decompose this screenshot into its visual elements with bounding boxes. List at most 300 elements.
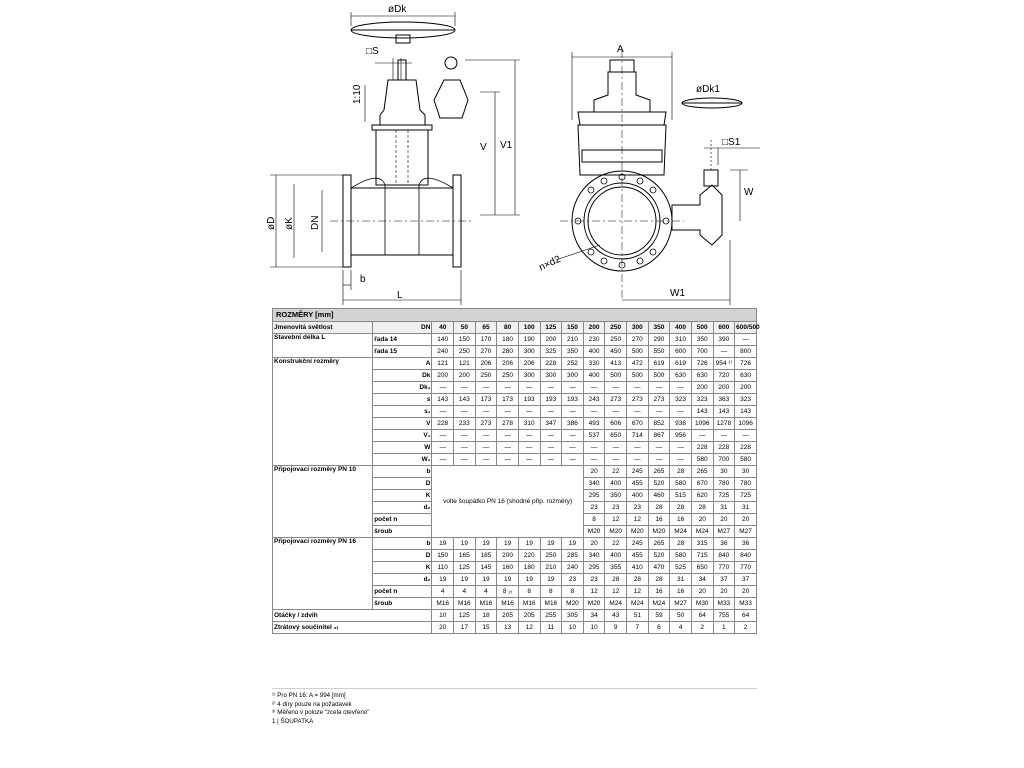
pn10-note: volte šoupátko PN 16 (shodné přip. rozměry) bbox=[432, 466, 583, 538]
construction-value: 200 bbox=[691, 382, 713, 394]
length-value: 450 bbox=[605, 346, 627, 358]
pn16-value: 145 bbox=[475, 562, 497, 574]
length-value: 170 bbox=[475, 334, 497, 346]
turns-value: 205 bbox=[518, 610, 540, 622]
construction-value: 206 bbox=[518, 358, 540, 370]
pn16-value: 36 bbox=[735, 538, 757, 550]
length-value: 250 bbox=[605, 334, 627, 346]
pn16-value: 355 bbox=[605, 562, 627, 574]
header-size: 100 bbox=[518, 322, 540, 334]
pn16-value: 19 bbox=[475, 574, 497, 586]
loss-value: 9 bbox=[605, 622, 627, 634]
construction-value: — bbox=[518, 430, 540, 442]
construction-value: 250 bbox=[475, 370, 497, 382]
length-row bbox=[273, 334, 757, 346]
construction-value: 323 bbox=[670, 394, 692, 406]
length-value: 190 bbox=[518, 334, 540, 346]
label-l: L bbox=[397, 290, 403, 301]
pn16-value: 16 bbox=[648, 586, 670, 598]
label-s1: □S1 bbox=[722, 137, 741, 148]
pn16-value: 315 bbox=[691, 538, 713, 550]
turns-label: Otáčky / zdvih bbox=[273, 610, 432, 622]
pn16-value: 650 bbox=[691, 562, 713, 574]
header-size: 200 bbox=[583, 322, 605, 334]
construction-value: 278 bbox=[497, 418, 519, 430]
construction-value: 714 bbox=[627, 430, 649, 442]
pn10-value: 31 bbox=[735, 502, 757, 514]
length-sublabel: řada 15 bbox=[373, 346, 432, 358]
construction-value: 500 bbox=[605, 370, 627, 382]
pn16-value: 19 bbox=[454, 538, 476, 550]
pn16-value: 285 bbox=[562, 550, 584, 562]
pn16-symbol: D bbox=[373, 550, 432, 562]
pn16-value: 19 bbox=[454, 574, 476, 586]
pn16-value: 23 bbox=[562, 574, 584, 586]
key-cap-drawing bbox=[434, 57, 468, 118]
construction-value: — bbox=[518, 442, 540, 454]
pn16-value: M16 bbox=[518, 598, 540, 610]
construction-value: — bbox=[497, 382, 519, 394]
pn16-value: 20 bbox=[691, 586, 713, 598]
construction-row bbox=[273, 358, 757, 370]
construction-value: 500 bbox=[627, 370, 649, 382]
construction-section-label: Konstrukční rozměry bbox=[273, 358, 373, 466]
construction-value: 273 bbox=[648, 394, 670, 406]
pn10-value: 28 bbox=[670, 502, 692, 514]
construction-value: 936 bbox=[670, 418, 692, 430]
construction-value: 200 bbox=[735, 382, 757, 394]
height-dimensions bbox=[465, 60, 520, 215]
construction-value: — bbox=[540, 430, 562, 442]
construction-value: 954 ¹⁾ bbox=[713, 358, 735, 370]
pn10-value: 515 bbox=[670, 490, 692, 502]
pn16-value: 210 bbox=[540, 562, 562, 574]
pn16-value: M27 bbox=[670, 598, 692, 610]
header-size: 500 bbox=[691, 322, 713, 334]
pn16-value: 220 bbox=[518, 550, 540, 562]
label-dn: DN bbox=[310, 215, 321, 230]
footnote-1: ¹⁾ Pro PN 16: A = 994 [mm] bbox=[272, 692, 346, 699]
pn10-value: 455 bbox=[627, 478, 649, 490]
valve-front-view bbox=[560, 50, 684, 300]
construction-value: 228 bbox=[432, 418, 454, 430]
pn10-value: 23 bbox=[583, 502, 605, 514]
pn10-value: 20 bbox=[713, 514, 735, 526]
loss-value: 10 bbox=[562, 622, 584, 634]
pn10-row bbox=[273, 466, 757, 478]
construction-value: 413 bbox=[605, 358, 627, 370]
construction-value: 273 bbox=[605, 394, 627, 406]
header-size: 150 bbox=[562, 322, 584, 334]
construction-value: — bbox=[540, 454, 562, 466]
pn10-value: 520 bbox=[648, 478, 670, 490]
pn16-section-label: Připojovací rozměry PN 16 bbox=[273, 538, 373, 610]
pn16-value: M33 bbox=[735, 598, 757, 610]
construction-value: 173 bbox=[497, 394, 519, 406]
pn16-value: 110 bbox=[432, 562, 454, 574]
pn16-value: 245 bbox=[627, 538, 649, 550]
pn16-value: M24 bbox=[605, 598, 627, 610]
construction-value: — bbox=[432, 406, 454, 418]
construction-symbol: Dk bbox=[373, 370, 432, 382]
construction-value: 200 bbox=[454, 370, 476, 382]
header-size: 50 bbox=[454, 322, 476, 334]
pn16-sublabel: počet n bbox=[373, 586, 432, 598]
construction-value: — bbox=[562, 382, 584, 394]
construction-value: 323 bbox=[735, 394, 757, 406]
construction-value: — bbox=[540, 382, 562, 394]
construction-value: — bbox=[475, 442, 497, 454]
label-k: øK bbox=[284, 217, 295, 230]
construction-value: 619 bbox=[648, 358, 670, 370]
construction-value: 323 bbox=[691, 394, 713, 406]
pn16-value: 340 bbox=[583, 550, 605, 562]
construction-value: 228 bbox=[713, 442, 735, 454]
construction-value: — bbox=[713, 430, 735, 442]
construction-value: — bbox=[497, 454, 519, 466]
pn10-value: 780 bbox=[735, 478, 757, 490]
pn16-value: 12 bbox=[583, 586, 605, 598]
length-value: — bbox=[735, 334, 757, 346]
pn10-value: 400 bbox=[605, 478, 627, 490]
pn16-value: 250 bbox=[540, 550, 562, 562]
construction-symbol: Dk₁ bbox=[373, 382, 432, 394]
pn16-value: 470 bbox=[648, 562, 670, 574]
pn16-value: M30 bbox=[691, 598, 713, 610]
construction-value: — bbox=[627, 406, 649, 418]
pn10-symbol: b bbox=[373, 466, 432, 478]
pn16-value: M20 bbox=[562, 598, 584, 610]
construction-value: — bbox=[670, 454, 692, 466]
construction-value: — bbox=[475, 430, 497, 442]
length-value: 270 bbox=[627, 334, 649, 346]
pn16-value: 16 bbox=[670, 586, 692, 598]
pn10-value: 780 bbox=[713, 478, 735, 490]
construction-value: — bbox=[605, 382, 627, 394]
construction-value: 200 bbox=[432, 370, 454, 382]
construction-value: 206 bbox=[497, 358, 519, 370]
construction-value: 143 bbox=[454, 394, 476, 406]
loss-value: 17 bbox=[454, 622, 476, 634]
label-dk1: øDk1 bbox=[696, 84, 720, 95]
pn16-value: 28 bbox=[605, 574, 627, 586]
pn16-value: 165 bbox=[454, 550, 476, 562]
header-size: 80 bbox=[497, 322, 519, 334]
label-w: W bbox=[744, 187, 754, 198]
construction-value: — bbox=[562, 406, 584, 418]
pn10-value: 350 bbox=[605, 490, 627, 502]
pn16-value: 520 bbox=[648, 550, 670, 562]
pn16-value: M20 bbox=[583, 598, 605, 610]
construction-value: — bbox=[583, 382, 605, 394]
construction-value: — bbox=[735, 430, 757, 442]
construction-value: 1278 bbox=[713, 418, 735, 430]
construction-symbol: W bbox=[373, 442, 432, 454]
construction-value: 121 bbox=[454, 358, 476, 370]
construction-value: 330 bbox=[583, 358, 605, 370]
loss-value: 2 bbox=[735, 622, 757, 634]
pn16-value: 20 bbox=[735, 586, 757, 598]
pn10-sublabel: počet n bbox=[373, 514, 432, 526]
loss-value: 10 bbox=[583, 622, 605, 634]
pn10-value: 725 bbox=[735, 490, 757, 502]
construction-symbol: V bbox=[373, 418, 432, 430]
loss-value: 15 bbox=[475, 622, 497, 634]
construction-value: — bbox=[670, 442, 692, 454]
construction-value: — bbox=[605, 406, 627, 418]
pn16-value: 19 bbox=[475, 538, 497, 550]
pn16-sublabel: šroub bbox=[373, 598, 432, 610]
turns-value: 755 bbox=[713, 610, 735, 622]
pn10-value: 460 bbox=[648, 490, 670, 502]
construction-value: 121 bbox=[432, 358, 454, 370]
construction-value: 310 bbox=[518, 418, 540, 430]
length-value: 270 bbox=[475, 346, 497, 358]
pn16-value: 19 bbox=[518, 574, 540, 586]
header-label: Jmenovitá světlost bbox=[273, 322, 373, 334]
construction-value: 300 bbox=[540, 370, 562, 382]
pn10-value: 28 bbox=[691, 502, 713, 514]
pn10-value: 31 bbox=[713, 502, 735, 514]
length-value: 230 bbox=[583, 334, 605, 346]
construction-value: — bbox=[562, 430, 584, 442]
pn16-value: 19 bbox=[432, 538, 454, 550]
pn16-value: M16 bbox=[432, 598, 454, 610]
loss-value: 12 bbox=[518, 622, 540, 634]
loss-value: 6 bbox=[648, 622, 670, 634]
construction-value: — bbox=[562, 454, 584, 466]
pn16-symbol: K bbox=[373, 562, 432, 574]
construction-value: 252 bbox=[562, 358, 584, 370]
pn16-value: 400 bbox=[605, 550, 627, 562]
construction-value: — bbox=[540, 442, 562, 454]
construction-value: 143 bbox=[713, 406, 735, 418]
construction-value: 250 bbox=[497, 370, 519, 382]
construction-value: 143 bbox=[735, 406, 757, 418]
length-value: 700 bbox=[691, 346, 713, 358]
construction-value: 193 bbox=[540, 394, 562, 406]
pn16-value: 8 ₂₎ bbox=[497, 586, 519, 598]
pn10-value: 20 bbox=[691, 514, 713, 526]
pn16-value: 28 bbox=[648, 574, 670, 586]
construction-value: 386 bbox=[562, 418, 584, 430]
construction-value: 580 bbox=[735, 454, 757, 466]
pn10-value: 20 bbox=[735, 514, 757, 526]
turns-value: 205 bbox=[497, 610, 519, 622]
construction-value: 630 bbox=[670, 370, 692, 382]
pn16-value: 22 bbox=[605, 538, 627, 550]
construction-value: — bbox=[497, 406, 519, 418]
footnote-3: ³⁾ Měřeno v poloze "zcela otevřeno" bbox=[272, 709, 370, 716]
pn10-value: 30 bbox=[735, 466, 757, 478]
pn10-value: 670 bbox=[691, 478, 713, 490]
construction-value: 228 bbox=[735, 442, 757, 454]
pn10-value: 580 bbox=[670, 478, 692, 490]
pn10-value: M27 bbox=[713, 526, 735, 538]
length-value: 400 bbox=[583, 346, 605, 358]
construction-symbol: s bbox=[373, 394, 432, 406]
table-title: ROZMĚRY [mm] bbox=[272, 308, 757, 321]
header-size: 600/500 bbox=[735, 322, 757, 334]
turns-value: 59 bbox=[648, 610, 670, 622]
header-size: 250 bbox=[605, 322, 627, 334]
loss-value: 2 bbox=[691, 622, 713, 634]
pn10-value: 16 bbox=[670, 514, 692, 526]
pn16-value: 28 bbox=[627, 574, 649, 586]
pn10-value: 295 bbox=[583, 490, 605, 502]
pn16-value: 8 bbox=[540, 586, 562, 598]
pn10-value: 12 bbox=[605, 514, 627, 526]
construction-value: 363 bbox=[713, 394, 735, 406]
construction-value: 700 bbox=[713, 454, 735, 466]
construction-value: — bbox=[518, 406, 540, 418]
turns-value: 34 bbox=[583, 610, 605, 622]
construction-value: 1096 bbox=[691, 418, 713, 430]
pn10-value: 20 bbox=[583, 466, 605, 478]
construction-value: 400 bbox=[583, 370, 605, 382]
construction-value: 650 bbox=[605, 430, 627, 442]
construction-value: 193 bbox=[518, 394, 540, 406]
length-value: 210 bbox=[562, 334, 584, 346]
gearbox-drawing bbox=[672, 140, 722, 245]
construction-value: — bbox=[432, 382, 454, 394]
pn10-value: 265 bbox=[691, 466, 713, 478]
construction-value: 493 bbox=[583, 418, 605, 430]
turns-value: 64 bbox=[691, 610, 713, 622]
pn10-value: M24 bbox=[691, 526, 713, 538]
pn16-value: 265 bbox=[648, 538, 670, 550]
dimensions-table bbox=[272, 321, 760, 634]
pn10-symbol: d₂ bbox=[373, 502, 432, 514]
construction-value: — bbox=[691, 430, 713, 442]
turns-value: 125 bbox=[454, 610, 476, 622]
label-v: V bbox=[480, 142, 487, 153]
pn10-value: 22 bbox=[605, 466, 627, 478]
length-value: 240 bbox=[432, 346, 454, 358]
turns-value: 64 bbox=[735, 610, 757, 622]
pn16-value: 525 bbox=[670, 562, 692, 574]
construction-value: — bbox=[562, 442, 584, 454]
length-value: 250 bbox=[454, 346, 476, 358]
pn16-value: 185 bbox=[475, 550, 497, 562]
header-size: 600 bbox=[713, 322, 735, 334]
pn16-value: 8 bbox=[518, 586, 540, 598]
construction-value: 867 bbox=[648, 430, 670, 442]
pn16-value: 23 bbox=[583, 574, 605, 586]
length-value: 150 bbox=[454, 334, 476, 346]
construction-value: — bbox=[475, 382, 497, 394]
construction-value: — bbox=[454, 430, 476, 442]
pn10-value: M24 bbox=[670, 526, 692, 538]
header-symbol: DN bbox=[373, 322, 432, 334]
pn16-value: 19 bbox=[540, 574, 562, 586]
footnote-4: 1 | ŠOUPATKA bbox=[272, 717, 314, 725]
length-value: 300 bbox=[518, 346, 540, 358]
construction-value: 956 bbox=[670, 430, 692, 442]
footnote-2: ²⁾ 4 díry pouze na požadavek bbox=[272, 700, 352, 708]
pn16-value: 770 bbox=[735, 562, 757, 574]
construction-value: 193 bbox=[562, 394, 584, 406]
turns-row bbox=[273, 610, 757, 622]
loss-value: 11 bbox=[540, 622, 562, 634]
construction-value: — bbox=[475, 454, 497, 466]
construction-value: — bbox=[540, 406, 562, 418]
construction-value: 670 bbox=[627, 418, 649, 430]
pn10-value: M20 bbox=[648, 526, 670, 538]
label-taper: 1:10 bbox=[352, 84, 363, 104]
pn16-value: 840 bbox=[713, 550, 735, 562]
pn16-value: M16 bbox=[540, 598, 562, 610]
pn10-value: M20 bbox=[583, 526, 605, 538]
construction-value: 630 bbox=[691, 370, 713, 382]
pn16-value: M33 bbox=[713, 598, 735, 610]
loss-label: Ztrátový součinitel ₃₎ bbox=[273, 622, 432, 634]
pn16-value: 37 bbox=[735, 574, 757, 586]
pn16-value: M24 bbox=[648, 598, 670, 610]
construction-value: — bbox=[583, 454, 605, 466]
construction-value: 300 bbox=[518, 370, 540, 382]
construction-value: 852 bbox=[648, 418, 670, 430]
pn16-value: 200 bbox=[497, 550, 519, 562]
construction-value: 720 bbox=[713, 370, 735, 382]
construction-value: 500 bbox=[648, 370, 670, 382]
pn16-value: 4 bbox=[454, 586, 476, 598]
pn16-value: 28 bbox=[670, 538, 692, 550]
length-value: 550 bbox=[648, 346, 670, 358]
pn10-value: 30 bbox=[713, 466, 735, 478]
construction-value: — bbox=[670, 382, 692, 394]
pn16-value: 19 bbox=[540, 538, 562, 550]
construction-symbol: s₁ bbox=[373, 406, 432, 418]
loss-value: 4 bbox=[670, 622, 692, 634]
loss-value: 13 bbox=[497, 622, 519, 634]
header-size: 300 bbox=[627, 322, 649, 334]
pn16-value: 180 bbox=[518, 562, 540, 574]
pn16-value: 19 bbox=[432, 574, 454, 586]
header-size: 65 bbox=[475, 322, 497, 334]
dimensions-table-block bbox=[272, 308, 760, 634]
construction-value: 243 bbox=[583, 394, 605, 406]
construction-value: — bbox=[518, 382, 540, 394]
construction-value: 143 bbox=[432, 394, 454, 406]
pn10-value: 23 bbox=[605, 502, 627, 514]
pn16-value: 410 bbox=[627, 562, 649, 574]
construction-value: 726 bbox=[691, 358, 713, 370]
label-dk: øDk bbox=[388, 4, 407, 15]
construction-value: 472 bbox=[627, 358, 649, 370]
length-sublabel: řada 14 bbox=[373, 334, 432, 346]
pn16-value: 19 bbox=[562, 538, 584, 550]
construction-value: — bbox=[627, 454, 649, 466]
pn16-symbol: b bbox=[373, 538, 432, 550]
construction-value: — bbox=[454, 454, 476, 466]
footnotes bbox=[272, 688, 757, 726]
construction-value: — bbox=[454, 406, 476, 418]
construction-value: 173 bbox=[475, 394, 497, 406]
label-b: b bbox=[360, 274, 366, 285]
construction-value: — bbox=[454, 442, 476, 454]
handwheel-small bbox=[682, 98, 742, 108]
pn16-value: 4 bbox=[475, 586, 497, 598]
pn16-value: 20 bbox=[583, 538, 605, 550]
construction-value: — bbox=[627, 442, 649, 454]
turns-value: 50 bbox=[670, 610, 692, 622]
construction-value: — bbox=[475, 406, 497, 418]
pn16-value: 455 bbox=[627, 550, 649, 562]
table-header-row bbox=[273, 322, 757, 334]
pn10-symbol: D bbox=[373, 478, 432, 490]
construction-value: — bbox=[605, 442, 627, 454]
